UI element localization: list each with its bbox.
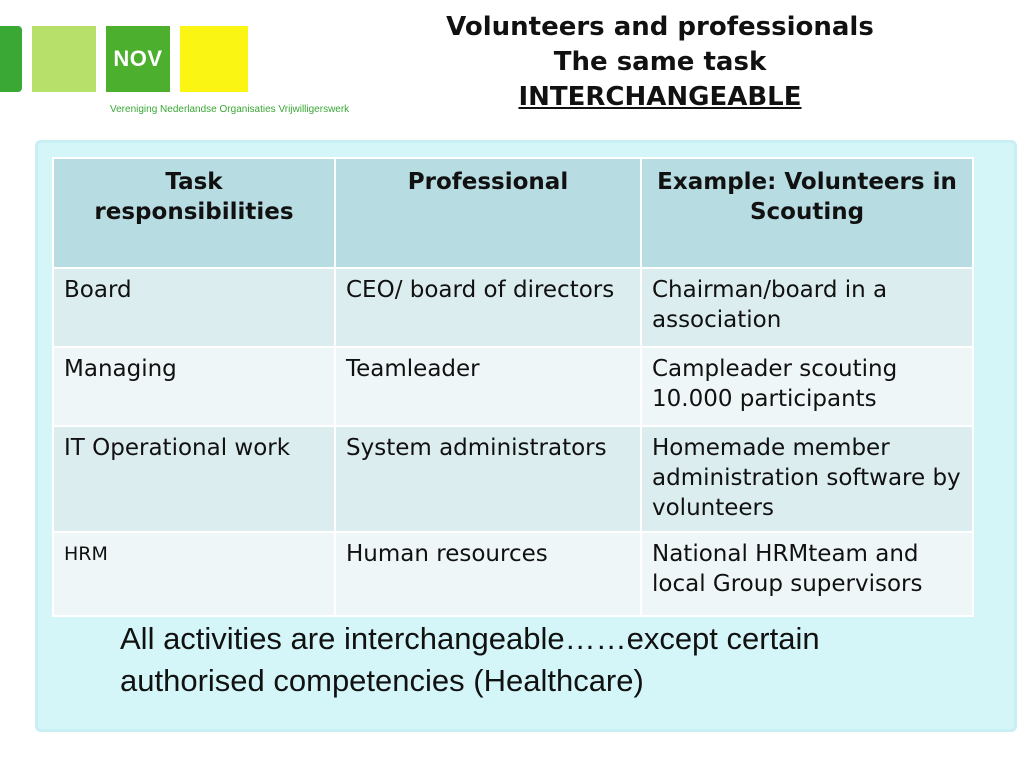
- table-row: [53, 532, 973, 616]
- cell-task: IT Operational work: [53, 426, 335, 532]
- cell-professional: CEO/ board of directors: [335, 268, 641, 347]
- table-row: [53, 268, 973, 347]
- cell-professional: Human resources: [335, 532, 641, 616]
- cell-professional: Teamleader: [335, 347, 641, 426]
- cell-professional: System administrators: [335, 426, 641, 532]
- logo-subtitle: Vereniging Nederlandse Organisaties Vrijwilligerswerk: [110, 104, 350, 115]
- cell-task: HRM: [53, 532, 335, 616]
- cell-example: Chairman/board in a association: [641, 268, 973, 347]
- nov-logo: [0, 0, 360, 125]
- header-task-responsibilities: Task responsibilities: [53, 158, 335, 268]
- table-row: [53, 347, 973, 426]
- header-professional: Professional: [335, 158, 641, 268]
- cell-example: Campleader scouting 10.000 participants: [641, 347, 973, 426]
- logo-square-1: [0, 26, 22, 92]
- cell-example: National HRMteam and local Group supervisors: [641, 532, 973, 616]
- cell-task: Board: [53, 268, 335, 347]
- header-example-volunteers: Example: Volunteers in Scouting: [641, 158, 973, 268]
- title-line-3: INTERCHANGEABLE: [518, 82, 802, 112]
- footer-note: All activities are interchangeable……except certain authorised competencies (Healthcare): [120, 621, 820, 698]
- cell-example: Homemade member administration software by volunteers: [641, 426, 973, 532]
- title-line-2: The same task: [553, 47, 767, 77]
- slide-title: [410, 10, 910, 115]
- title-line-1: Volunteers and professionals: [446, 12, 874, 42]
- table-row: [53, 426, 973, 532]
- table-header-row: [53, 158, 973, 268]
- logo-square-4: [180, 26, 248, 92]
- logo-square-2: [32, 26, 96, 92]
- logo-text: NOV: [113, 46, 163, 71]
- cell-task: Managing: [53, 347, 335, 426]
- comparison-table: [52, 157, 974, 617]
